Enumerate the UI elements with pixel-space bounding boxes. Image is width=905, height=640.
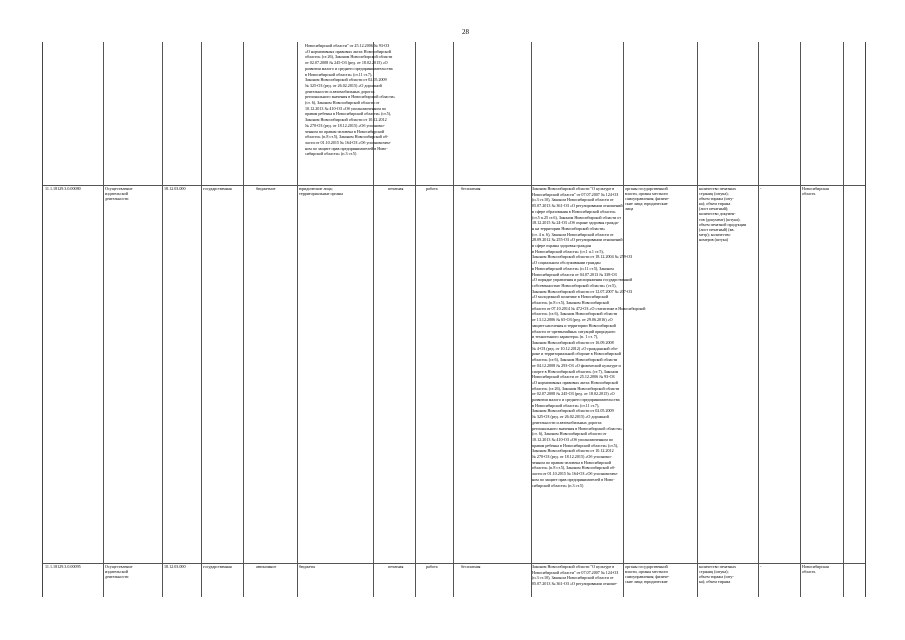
provision-form: печатная (388, 186, 404, 191)
column-divider (162, 42, 163, 597)
volume-indicators: количество печатных страниц (штука); объем тиража (шту- ка); объем тиража (лист печатный); количество докумен- тов (документ) (штука); объем печатной продукции (лист печатный) (кв. метр); количество номеров (штука) (699, 186, 747, 242)
service-type: государственная (203, 186, 232, 191)
recipient-list: органы государственной власти, органы местного самоуправления; физиче- ские лица; юридические (625, 564, 670, 585)
service-name: Осуществление издательской деятельности (105, 564, 133, 580)
quality-indicator: - (760, 564, 762, 569)
column-divider (623, 42, 624, 597)
okved-code: 18.12.03.000 (164, 186, 186, 191)
registry-code: 11.1.18129.3.0.00080 (45, 186, 81, 191)
column-divider (103, 42, 104, 597)
service-kind: работа (426, 564, 438, 569)
register-table (42, 42, 866, 597)
recipient-list: органы государственной власти, органы местного самоуправления; физиче- ские лица; юридические лица (625, 186, 670, 212)
service-kind: работа (426, 186, 438, 191)
column-divider (843, 42, 844, 597)
okved-code: 18.12.03.000 (164, 564, 186, 569)
region: Новосибирская область (802, 186, 829, 197)
region: Новосибирская область (802, 564, 829, 575)
column-divider (201, 42, 202, 597)
column-divider (800, 42, 801, 597)
service-name: Осуществление издательской деятельности (105, 186, 133, 202)
payment-status: бесплатная (461, 564, 481, 569)
column-divider (697, 42, 698, 597)
consumer-category: юридические лица; территориальные органы (299, 186, 343, 197)
institution-category: автономное (256, 564, 277, 569)
provision-form: печатная (388, 564, 404, 569)
volume-indicators: количество печатных страниц (штука); объем тиража (шту- ка); объем тиража (699, 564, 737, 585)
institution-category: бюджетное (256, 186, 276, 191)
page-number: 28 (462, 28, 469, 36)
law-references: Законом Новосибирской области "О культуре в Новосибирской области" от 07.07.2007 № 124-ОЗ (п.3 ст.10), Законом Новосибирской области от 05.07.2013 № 361-ОЗ «О регулировании отноше- (532, 564, 619, 587)
column-divider (243, 42, 244, 597)
payment-status: бесплатная (461, 186, 481, 191)
service-type: государственная (203, 564, 232, 569)
column-divider (297, 42, 298, 597)
registry-code: 11.1.18129.3.0.00095 (45, 564, 81, 569)
column-divider (758, 42, 759, 597)
consumer-category: бюджеты (299, 564, 316, 569)
law-references-continued: Новосибирской области" от 25.12.2006 № 93-ОЗ «О нормативных правовых актах Новосибирской области» (ст.26), Законом Новосибирской области от 02.07.2008 № 245-ОЗ (ред. от 18.02.2015) «О развитии малого и среднего предпринимательства в Новосибирской области» (ст.11 ст.7), Законом Новосибирской области от 02.05.2009 № 325-ОЗ (ред. от 26.02.2015) «О дорожной деятельности и автомобильных дорогах регионального значения в Новосибирской области» (ст. 6), Законом Новосибирской области от 10.12.2013 № 410-ОЗ «Об уполномоченном по правам ребенка в Новосибирской области» (ст.5), Законом Новосибирской области от 10.12.2012 № 270-ОЗ (ред. от 18.12.2015) «Об уполномо- ченном по правам человека в Новосибирской области» (п.8 ст.5), Законом Новосибирской об- ласти от 01.10.2015 № 164-ОЗ «Об уполномочен- ном по защите прав предпринимателей в Ново- сибирской области» (п.3 ст.5) (305, 43, 396, 157)
law-references: Законом Новосибирской области "О культуре в Новосибирской области" от 07.07.2007 № 124-ОЗ (п.3 ст.10), Законом Новосибирской области от 05.07.2013 № 361-ОЗ «О регулировании отношений в сфере образования в Новосибирской области» (ст.5 п.25 ст.6), Законом Новосибирской области от 18.12.2015 № 24-ОЗ «Об охране здоровья гражда- н на территории Новосибирской области» (ст. 4 п. 6), Законом Новосибирской области от 28.09.2012 № 255-ОЗ «О регулировании отношений в сфере охраны здоровья граждан в Новосибирской области» (ст.1 п.1 ст.5), Законом Новосибирской области от 18.12.2004 № 259-ОЗ «О социальном обслуживании граждан в Новосибирской области» (п.11 ст.5), Законом Новосибирской области от 04.07.2013 № 338-ОЗ «О порядке управления и распоряжения государственной собственностью Новосибирской области» (ст.5), Законом Новосибирской области от 12.07.2007 № 207-ОЗ «О молодежной политике в Новосибирской области» (п.8 ст.5), Законом Новосибирской области от 07.10.2014 № 472-ОЗ «О статистике в Новосибирской области» (ст.6), Законом Новосибирской области от 13.12.2006 № 65-ОЗ (ред. от 29.06.2016) «О защите населения и территории Новосибирской области от чрезвычайных ситуаций природного и техногенного характера» (п. 1 ст. 7), Законом Новосибирской области от 16.09.2008 № 4-ОЗ (ред. от 10.12.2012) «О гражданской обо- роне и территориальной обороне в Новосибирской области» (ст.6), Законом Новосибирской области от 04.12.2008 № 293-ОЗ «О физической культуре и спорте в Новосибирской области» (ст.7), Законом Новосибирской области от 25.12.2006 № 93-ОЗ «О нормативных правовых актах Новосибирской области» (ст.26), Законом Новосибирской области от 02.07.2008 № 245-ОЗ (ред. от 18.02.2015) «О развитии малого и среднего предпринимательства в Новосибирской области» (ст.11 ст.7), Законом Новосибирской области от 02.05.2009 № 325-ОЗ (ред. от 26.02.2015) «О дорожной деятельности и автомобильных дорогах регионального значения в Новосибирской области» (ст. 6), Законом Новосибирской области от 10.12.2013 № 410-ОЗ «Об уполномоченном по правам ребенка в Новосибирской области» (ст.5), Законом Новосибирской области от 10.12.2012 № 270-ОЗ (ред. от 18.12.2015) «Об уполномо- ченном по правам человека в Новосибирской области» (п.8 ст.5), Законом Новосибирской об- ласти от 01.10.2015 № 164-ОЗ «Об уполномочен- ном по защите прав предпринимателей в Ново- сибирской области» (п.3 ст.5) (532, 186, 646, 488)
quality-indicator: - (760, 186, 762, 191)
